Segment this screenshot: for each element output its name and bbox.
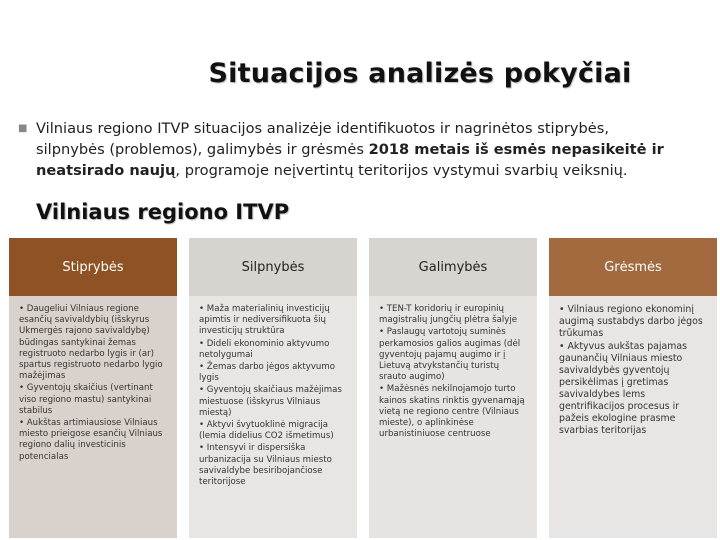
- list-item: • Vilniaus regiono ekonominį augimą sustabdys darbo jėgos trūkumas: [559, 304, 703, 339]
- column-body: [9, 296, 177, 538]
- intro-text-part2: , programoje neįvertintų teritorijos vystymui svarbių veiksnių.: [175, 162, 628, 179]
- intro-text: [18, 118, 678, 181]
- list-item: • Gyventojų skaičiaus mažėjimas miestuose (išskyrus Vilniaus miestą): [199, 385, 342, 418]
- square-bullet-icon: ■: [18, 123, 28, 134]
- list-item: • Intensyvi ir dispersiška urbanizacija su Vilniaus miesto savivaldybe besiribojančiose teritorijose: [199, 443, 332, 488]
- list-item: • Gyventojų skaičius (vertinant viso regiono mastu) santykinai stabilus: [19, 383, 153, 416]
- list-item: • Aukštas artimiausiose Vilniaus miesto prieigose esančių Vilniaus regiono dalių investicinis potencialas: [19, 418, 163, 462]
- section-subtitle: Vilniaus regiono ITVP: [36, 200, 290, 224]
- column-body: [369, 296, 537, 538]
- page-title: Situacijos analizės pokyčiai: [208, 58, 632, 89]
- swot-column-weaknesses: [189, 238, 357, 538]
- swot-column-threats: [549, 238, 717, 538]
- column-body: [549, 296, 717, 538]
- list-item: • Dideli ekonominio aktyvumo netolygumai: [199, 338, 330, 360]
- list-item: • Daugeliui Vilniaus regione esančių savivaldybių (išskyrus Ukmergės rajono savivaldybę) būdingas santykinai žemas registruoto nedarbo lygis ir (ar) spartus registruoto nedarbo lygio mažėjimas: [19, 304, 163, 382]
- column-header: Galimybės: [369, 238, 537, 296]
- list-item: • Maža materialinių investicijų apimtis ir nediversifikuota šių investicijų struktūra: [199, 304, 330, 337]
- column-header: Silpnybės: [189, 238, 357, 296]
- list-item: • Aktyvi švytuoklinė migracija (lemia didelius CO2 išmetimus): [199, 420, 334, 442]
- list-item: • TEN-T koridorių ir europinių magistralių jungčių plėtra šalyje: [379, 304, 518, 326]
- swot-column-strengths: [9, 238, 177, 538]
- intro-paragraph: [18, 118, 678, 181]
- intro-text-bold: 2018 metais iš esmės nepasikeitė ir neatsirado naujų: [36, 141, 664, 179]
- swot-column-opportunities: [369, 238, 537, 538]
- swot-table: [9, 238, 717, 538]
- list-item: • Žemas darbo jėgos aktyvumo lygis: [199, 362, 335, 384]
- intro-text-part1: Vilniaus regiono ITVP situacijos analizėje identifikuotos ir nagrinėtos stiprybės, silpnybės (problemos), galimybės ir grėsmės: [36, 120, 609, 158]
- column-header: Stiprybės: [9, 238, 177, 296]
- column-body: [189, 296, 357, 538]
- list-item: • Aktyvus aukštas pajamas gaunančių Vilniaus miesto savivaldybės gyventojų persikėlimas į gretimas savivaldybes lems gentrifikacijos procesus ir pažeis ekologine prasme svarbias teritorijas: [559, 341, 688, 436]
- list-item: • Paslaugų vartotojų suminės perkamosios galios augimas (dėl gyventojų pajamų augimo ir į Lietuvą atvykstančių turistų srauto augimo): [379, 327, 521, 383]
- list-item: • Mažėsnės nekilnojamojo turto kainos skatins rinktis gyvenamąją vietą ne regiono centre (Vilniaus mieste), o aplinkinėse urbanistiniuose centruose: [379, 384, 525, 440]
- column-header: Grėsmės: [549, 238, 717, 296]
